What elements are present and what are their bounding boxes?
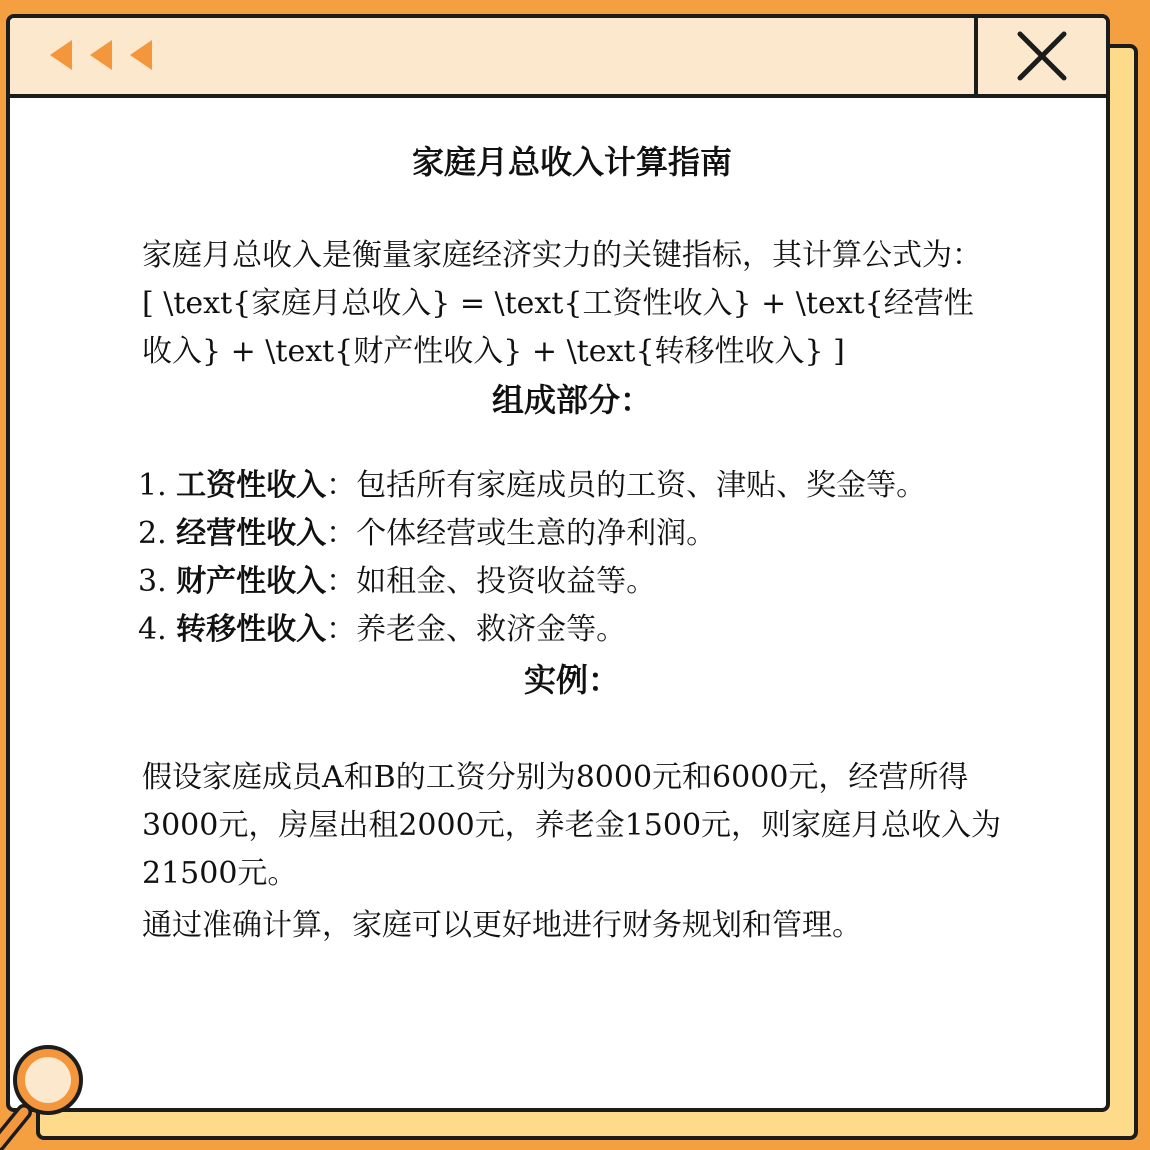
list-item xyxy=(138,606,1002,654)
left-arrow-icon xyxy=(50,40,72,70)
closing-paragraph: 通过准确计算，家庭可以更好地进行财务规划和管理。 xyxy=(142,908,862,943)
window-titlebar xyxy=(10,18,1106,98)
list-number: 3. xyxy=(138,564,167,599)
list-item xyxy=(138,462,1002,510)
magnifier-icon xyxy=(0,1040,96,1150)
document-window xyxy=(6,14,1110,1112)
components-list xyxy=(138,462,1002,654)
list-term: 转移性收入 xyxy=(176,612,327,647)
formula-text: [ \text{家庭月总收入} = \text{工资性收入} + \text{经营性收入} + \text{财产性收入} + \text{转移性收入} ] xyxy=(142,286,974,369)
list-desc: ：包括所有家庭成员的工资、津贴、奖金等。 xyxy=(326,468,927,503)
left-arrow-icon xyxy=(130,40,152,70)
list-term: 工资性收入 xyxy=(176,468,327,503)
list-desc: ：如租金、投资收益等。 xyxy=(326,564,657,599)
list-number: 4. xyxy=(138,612,167,647)
list-number: 1. xyxy=(138,468,167,503)
list-desc: ：个体经营或生意的净利润。 xyxy=(326,516,717,551)
example-paragraph: 假设家庭成员A和B的工资分别为8000元和6000元，经营所得3000元，房屋出租2000元，养老金1500元，则家庭月总收入为21500元。 xyxy=(142,760,1002,891)
page-title: 家庭月总收入计算指南 xyxy=(411,143,732,181)
list-number: 2. xyxy=(138,516,167,551)
list-item xyxy=(138,510,1002,558)
intro-paragraph: 家庭月总收入是衡量家庭经济实力的关键指标，其计算公式为： xyxy=(142,238,982,273)
list-item xyxy=(138,558,1002,606)
triple-left-arrow-icon[interactable] xyxy=(50,40,152,70)
close-icon xyxy=(1016,30,1068,82)
left-arrow-icon xyxy=(90,40,112,70)
list-desc: ：养老金、救济金等。 xyxy=(326,612,627,647)
example-heading: 实例： xyxy=(523,661,620,699)
document-content xyxy=(138,140,1002,950)
close-button[interactable] xyxy=(974,18,1106,94)
list-term: 财产性收入 xyxy=(176,564,327,599)
components-heading: 组成部分： xyxy=(491,381,652,419)
list-term: 经营性收入 xyxy=(176,516,327,551)
